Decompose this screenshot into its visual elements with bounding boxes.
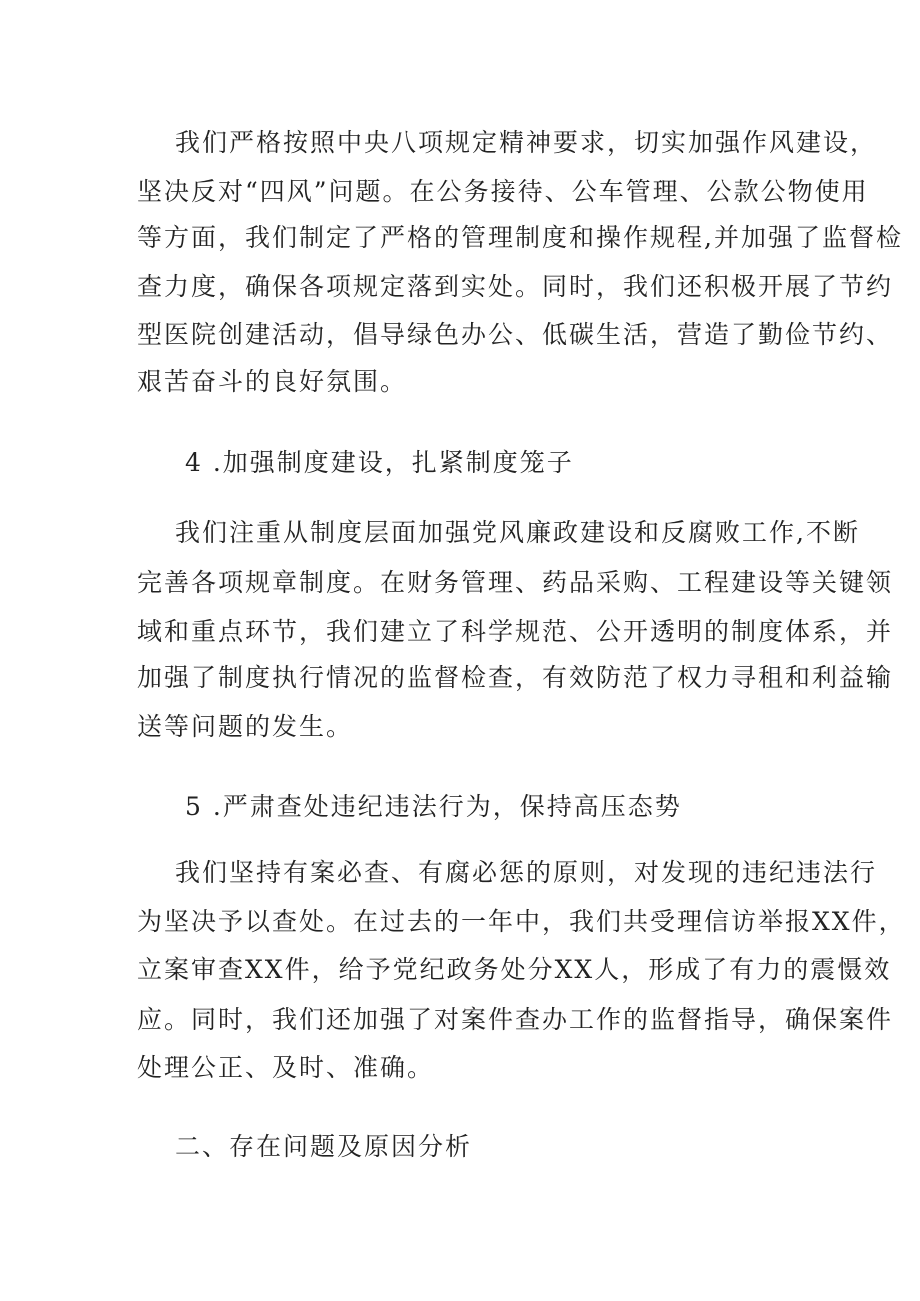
paragraph-first-line: 我们坚持有案必查、有腐必惩的原则，对发现的违纪违法行 bbox=[175, 858, 878, 887]
paragraph-line: 送等问题的发生。 bbox=[137, 712, 354, 741]
paragraph-line: 域和重点环节，我们建立了科学规范、公开透明的制度体系，并 bbox=[137, 617, 894, 646]
paragraph-first-line: 我们注重从制度层面加强党风廉政建设和反腐败工作,不断 bbox=[175, 518, 860, 547]
paragraph-line: 完善各项规章制度。在财务管理、药品采购、工程建设等关键领 bbox=[137, 568, 894, 597]
paragraph-line: 型医院创建活动，倡导绿色办公、低碳生活，营造了勤俭节约、 bbox=[137, 320, 894, 349]
paragraph-first-line: 我们严格按照中央八项规定精神要求，切实加强作风建设， bbox=[175, 128, 878, 157]
paragraph-line: 等方面，我们制定了严格的管理制度和操作规程,并加强了监督检 bbox=[137, 223, 903, 252]
section-subheading: 4 .加强制度建设，扎紧制度笼子 bbox=[185, 448, 574, 477]
paragraph-line: 处理公正、及时、准确。 bbox=[137, 1053, 435, 1082]
paragraph-line: 应。同时，我们还加强了对案件查办工作的监督指导，确保案件 bbox=[137, 1005, 894, 1034]
paragraph-line: 坚决反对“四风”问题。在公务接待、公车管理、公款公物使用 bbox=[137, 177, 869, 206]
paragraph-line: 查力度，确保各项规定落到实处。同时，我们还积极开展了节约 bbox=[137, 272, 894, 301]
section-subheading: 5 .严肃查处违纪违法行为，保持高压态势 bbox=[185, 792, 682, 821]
paragraph-line: 为坚决予以查处。在过去的一年中，我们共受理信访举报XX件， bbox=[137, 907, 906, 936]
paragraph-line: 艰苦奋斗的良好氛围。 bbox=[137, 367, 408, 396]
paragraph-line: 加强了制度执行情况的监督检查，有效防范了权力寻租和利益输 bbox=[137, 663, 894, 692]
paragraph-line: 立案审查XX件，给予党纪政务处分XX人，形成了有力的震慑效 bbox=[137, 955, 892, 984]
section-heading: 二、存在问题及原因分析 bbox=[175, 1132, 473, 1161]
